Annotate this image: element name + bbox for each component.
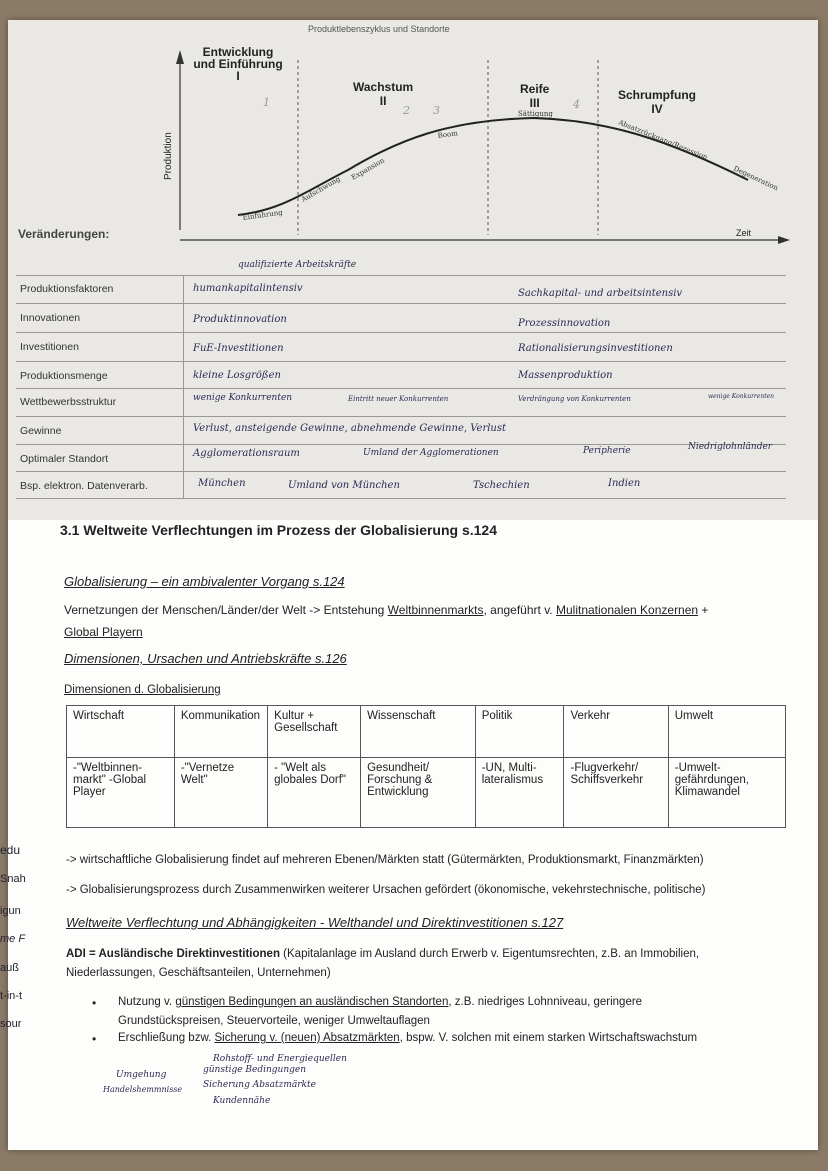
paragraph-global-player: Global Playern bbox=[64, 625, 143, 639]
curve-annotation: Expansion bbox=[350, 156, 386, 182]
handwritten-number-2: 2 bbox=[403, 104, 410, 117]
line-wirtschaftliche: -> wirtschaftliche Globalisierung findet auf mehreren Ebenen/Märkten statt (Gütermärkten, Produktionsmarkt, Finanzmärkten) bbox=[66, 854, 704, 866]
handnote-umgehung: Umgehung bbox=[116, 1070, 167, 1080]
table-cell: - "Welt als globales Dorf" bbox=[268, 758, 361, 828]
line-globalisierungsprozess: -> Globalisierungsprozess durch Zusammenwirken weiterer Ursachen gefördert (ökonomische, vekehrstechnische, politische) bbox=[66, 884, 706, 896]
curve-annotations bbox=[242, 110, 780, 222]
table-header: Wissenschaft bbox=[361, 706, 476, 758]
row-left: Verlust, ansteigende Gewinne, abnehmende Gewinne, Verlust bbox=[193, 423, 507, 434]
printed-handout bbox=[8, 20, 818, 520]
edge-fragment: Snah bbox=[0, 873, 26, 885]
subheading-welthandel: Weltweite Verflechtung und Abhängigkeiten - Welthandel und Direktinvestitionen s.127 bbox=[66, 915, 564, 930]
phase-3: Reife III bbox=[520, 82, 550, 110]
handwritten-number-4: 4 bbox=[573, 98, 580, 111]
table-cell: -Umwelt-gefährdungen, Klimawandel bbox=[668, 758, 785, 828]
table-header: Kommunikation bbox=[174, 706, 267, 758]
table-header: Wirtschaft bbox=[67, 706, 175, 758]
bullet-marker: • bbox=[92, 1032, 97, 1046]
curve-annotation: Absatzrückgang/Rezession bbox=[617, 118, 709, 162]
row-far: Niedriglohnländer bbox=[688, 442, 773, 452]
table-header: Umwelt bbox=[668, 706, 785, 758]
curve-annotation: Degeneration bbox=[732, 164, 780, 193]
chart-header-caption: Produktlebenszyklus und Standorte bbox=[308, 24, 450, 34]
row-right: Sachkapital- und arbeitsintensiv bbox=[518, 288, 683, 299]
row-right: Prozessinnovation bbox=[518, 318, 611, 329]
handwritten-number-3: 3 bbox=[433, 104, 440, 117]
subheading-dimensionen: Dimensionen, Ursachen und Antriebskräfte s.126 bbox=[64, 651, 347, 666]
row-left: kleine Losgrößen bbox=[193, 370, 281, 381]
handwritten-number-1: 1 bbox=[263, 96, 270, 109]
dimensions-table bbox=[66, 705, 786, 828]
adi-definition-2: Niederlassungen, Geschäftsanteilen, Unternehmen) bbox=[66, 967, 331, 979]
row-label: Optimaler Standort bbox=[20, 453, 109, 465]
table-cell: Gesundheit/ Forschung & Entwicklung bbox=[361, 758, 476, 828]
handnote-handelshemmnisse: Handelshemmnisse bbox=[103, 1085, 183, 1094]
paper-sheet bbox=[8, 20, 818, 1150]
adi-definition: ADI = Ausländische Direktinvestitionen (Kapitalanlage im Ausland durch Erwerb v. Eigentumsrechten, z.B. an Immobilien, bbox=[66, 948, 700, 960]
note-qualifizierte: qualifizierte Arbeitskräfte bbox=[238, 260, 357, 270]
edge-fragment: edu bbox=[0, 843, 21, 857]
subheading-ambivalent: Globalisierung – ein ambivalenter Vorgang s.124 bbox=[64, 574, 345, 589]
edge-fragment: sour bbox=[0, 1018, 22, 1030]
row-left: Agglomerationsraum bbox=[193, 448, 300, 459]
edge-fragment: me F bbox=[0, 933, 26, 945]
changes-label: Veränderungen: bbox=[18, 227, 110, 241]
row-far: wenige Konkurrenten bbox=[708, 393, 775, 400]
row-middle: Umland von München bbox=[288, 480, 400, 491]
phase-1: Entwicklung und Einführung I bbox=[193, 45, 283, 83]
y-axis-label: Produktion bbox=[163, 132, 174, 180]
row-label: Innovationen bbox=[20, 312, 81, 324]
row-middle: Umland der Agglomerationen bbox=[363, 448, 499, 458]
row-label: Wettbewerbsstruktur bbox=[20, 396, 117, 408]
handnote-rohstoff: Rohstoff- und Energiequellen bbox=[213, 1054, 347, 1064]
paragraph-vernetzungen: Vernetzungen der Menschen/Länder/der Welt -> Entstehung Weltbinnenmarkts, angeführt v. Mulitnationalen Konzernen + bbox=[64, 603, 709, 617]
row-right: Verdrängung von Konkurrenten bbox=[518, 395, 631, 403]
edge-fragment: t-in-t bbox=[0, 990, 22, 1002]
edge-fragment: auß bbox=[0, 962, 19, 974]
table-cell: -Flugverkehr/ Schiffsverkehr bbox=[564, 758, 668, 828]
table-header: Verkehr bbox=[564, 706, 668, 758]
row-right: Peripherie bbox=[583, 446, 631, 456]
phase-4: Schrumpfung IV bbox=[618, 88, 696, 116]
row-label: Bsp. elektron. Datenverarb. bbox=[20, 480, 148, 492]
x-axis-label: Zeit bbox=[736, 228, 752, 238]
row-left: München bbox=[198, 478, 246, 489]
bullet-marker: • bbox=[92, 996, 97, 1010]
row-left: Produktinnovation bbox=[193, 314, 287, 325]
section-title: 3.1 Weltweite Verflechtungen im Prozess der Globalisierung s.124 bbox=[60, 522, 498, 538]
table-cell: -"Vernetze Welt" bbox=[174, 758, 267, 828]
curve-annotation: Boom bbox=[437, 129, 459, 140]
row-right: Rationalisierungsinvestitionen bbox=[518, 343, 673, 354]
row-left: FuE-Investitionen bbox=[193, 343, 284, 354]
curve-annotation: Einführung bbox=[242, 208, 284, 222]
curve-annotation: Sättigung bbox=[518, 110, 553, 118]
table-header: Politik bbox=[475, 706, 564, 758]
row-left: humankapitalintensiv bbox=[193, 283, 303, 294]
row-right: Tschechien bbox=[473, 480, 530, 491]
product-life-cycle-chart bbox=[8, 20, 818, 250]
row-label: Produktionsmenge bbox=[20, 370, 108, 382]
row-right: Massenproduktion bbox=[518, 370, 613, 381]
row-left: wenige Konkurrenten bbox=[193, 393, 293, 403]
handnote-sicherung: Sicherung Absatzmärkte bbox=[203, 1080, 316, 1090]
table-cell: -UN, Multi-lateralismus bbox=[475, 758, 564, 828]
table-cell: -"Weltbinnen-markt" -Global Player bbox=[67, 758, 175, 828]
subheading-dimensionen-globalisierung: Dimensionen d. Globalisierung bbox=[64, 684, 221, 696]
row-label: Gewinne bbox=[20, 425, 62, 437]
edge-fragment: igun bbox=[0, 905, 21, 917]
table-header: Kultur + Gesellschaft bbox=[268, 706, 361, 758]
curve-annotation: Aufschwung bbox=[300, 174, 342, 204]
bullet-standorte: Nutzung v. günstigen Bedingungen an ausländischen Standorten, z.B. niedriges Lohnniveau, geringere bbox=[118, 996, 643, 1008]
phase-2: Wachstum II bbox=[353, 80, 414, 108]
row-middle: Eintritt neuer Konkurrenten bbox=[348, 395, 449, 403]
bullet-absatzmaerkte: Erschließung bzw. Sicherung v. (neuen) Absatzmärkten, bspw. V. solchen mit einem starken Wirtschaftswachstum bbox=[118, 1032, 698, 1044]
row-far: Indien bbox=[608, 478, 641, 489]
bullet-standorte-2: Grundstückspreisen, Steuervorteile, weniger Umweltauflagen bbox=[118, 1015, 430, 1027]
row-label: Produktionsfaktoren bbox=[20, 283, 114, 295]
handnote-kundennaehe: Kundennähe bbox=[213, 1096, 271, 1106]
row-label: Investitionen bbox=[20, 341, 79, 353]
handnote-guenstige: günstige Bedingungen bbox=[203, 1065, 307, 1075]
